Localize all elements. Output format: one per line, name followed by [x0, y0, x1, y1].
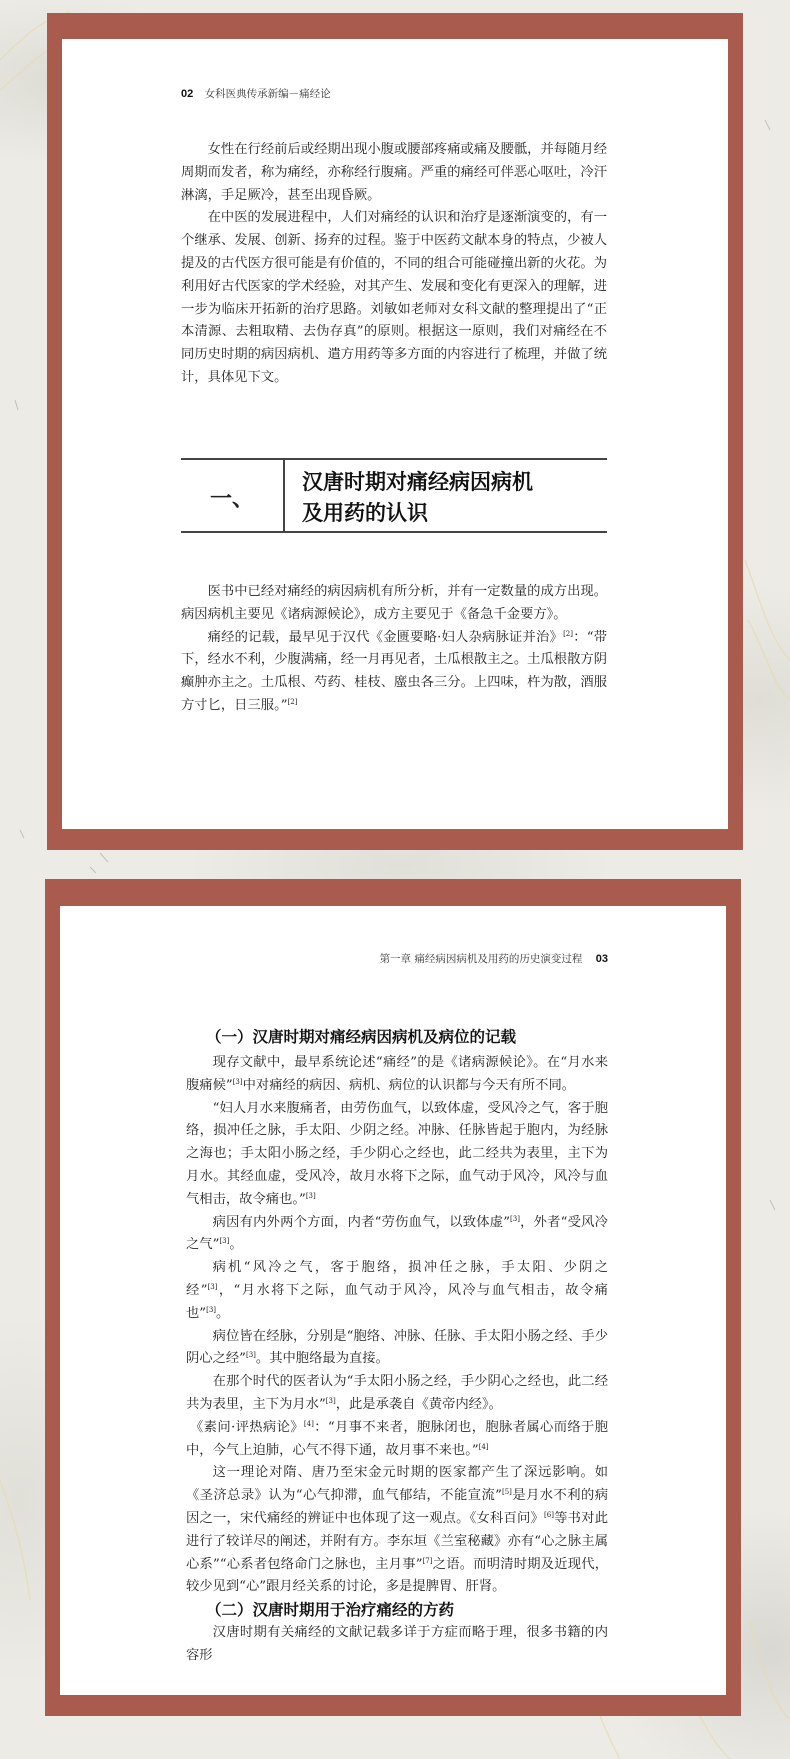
text-run: 病机“风冷之气，客于胞络，损冲任之脉，手太阳、少阴之经” — [186, 1260, 608, 1298]
text-run: 病因有内外两个方面，内者“劳伤血气，以致体虚” — [212, 1214, 511, 1230]
text-run: 等书对此进行了较详尽的阐述，并附有方。李东垣《兰室秘藏》亦有“心之脉主属心系”“心系者包络命门之脉也，主月事” — [186, 1510, 608, 1572]
section-divider — [283, 459, 285, 532]
paragraph — [186, 1052, 608, 1098]
text-run: 之语。而明清时期及近现代，较少见到“心”跟月经关系的讨论，多是提脾胃、肝肾。 — [186, 1556, 608, 1595]
text-run: 在那个时代的医者认为“手太阳小肠之经，手少阴心之经也，此二经共为表里，主下为月水” — [186, 1374, 608, 1412]
citation-marker: [6] — [544, 1510, 554, 1519]
text-run: ，外者“受风冷之气” — [186, 1214, 608, 1253]
citation-marker: [2] — [563, 629, 573, 638]
text-run: 痛经的记载，最早见于汉代《金匮要略·妇人杂病脉证并治》 — [207, 629, 564, 645]
running-head-title: 女科医典传承新编－痛经论 — [204, 88, 331, 100]
paragraph — [186, 1257, 608, 1325]
citation-marker: [3] — [510, 1214, 520, 1223]
citation-marker: [3] — [206, 1305, 217, 1314]
text-run: 。其中胞络最为直接。 — [255, 1351, 389, 1367]
body-text — [186, 1052, 608, 1599]
running-header-left — [181, 86, 331, 101]
paragraph — [186, 1326, 608, 1372]
citation-marker: [5] — [502, 1488, 512, 1497]
text-run: 在中医的发展进程中，人们对痛经的认识和治疗是逐渐演变的，有一个继承、发展、创新、扬弃的过程。鉴于中医药文献本身的特点，少被人提及的古代医方很可能是有价值的，不同的组合可能碰撞出新的火花。为利用好古代医家的学术经验，对其产生、发展和变化有更深入的理解，进一步为临床开拓新的治疗思路。刘敏如老师对女科文献的整理提出了“正本清源、去粗取精、去伪存真”的原则。根据这一原则，我们对痛经在不同历史时期的病因病机、遣方用药等多方面的内容进行了梳理，并做了统计，具体见下文。 — [181, 210, 607, 385]
citation-marker: [3] — [325, 1396, 336, 1405]
citation-marker: [3] — [246, 1351, 256, 1360]
citation-marker: [2] — [287, 697, 298, 706]
paragraph — [181, 139, 607, 207]
section-title-line2: 及用药的认识 — [302, 500, 428, 525]
citation-marker: [7] — [422, 1556, 433, 1565]
text-run: ，“月水将下之际，血气动于风冷，风冷与血气相击，故令痛也” — [186, 1282, 608, 1321]
text-run: 中对痛经的病因、病机、病位的认识都与今天有所不同。 — [242, 1077, 576, 1093]
section-bottom-rule — [181, 531, 607, 533]
text-run: 汉唐时期有关痛经的文献记载多详于方症而略于理，很多书籍的内容形 — [186, 1625, 608, 1663]
text-run: 。 — [216, 1305, 230, 1321]
page-number: 02 — [181, 88, 194, 100]
running-head-title: 第一章 痛经病因病机及用药的历史演变过程 — [379, 953, 583, 965]
text-run: 是月水不利的病因之一，宋代痛经的辨证中也体现了这一观点。《女科百问》 — [186, 1488, 609, 1526]
paragraph — [181, 581, 607, 627]
closing-text — [186, 1622, 608, 1668]
paragraph — [186, 1371, 608, 1417]
section-top-rule — [181, 458, 607, 460]
section-title — [302, 466, 533, 528]
section-number: 一、 — [210, 486, 255, 512]
paragraph — [181, 627, 607, 718]
text-run: 《素问·评热病论》 — [189, 1419, 304, 1435]
citation-marker: [3] — [207, 1282, 218, 1291]
citation-marker: [4] — [478, 1442, 489, 1451]
paragraph — [186, 1098, 608, 1212]
text-run: ，此是承袭自《黄帝内经》。 — [335, 1396, 502, 1412]
running-header-right — [380, 951, 608, 966]
paragraph — [186, 1417, 608, 1463]
page-number: 03 — [595, 953, 608, 965]
paragraph — [186, 1212, 608, 1258]
text-run: ：“带下，经水不利，少腹满痛，经一月再见者，土瓜根散主之。土瓜根散方阴癫肿亦主之。土瓜根、芍药、桂枝、䗪虫各三分。上四味，杵为散，酒服方寸匕，日三服。” — [181, 629, 607, 713]
citation-marker: [4] — [303, 1419, 314, 1428]
text-run: 医书中已经对痛经的病因病机有所分析，并有一定数量的成方出现。病因病机主要见《诸病源候论》，成方主要见于《备急千金要方》。 — [181, 584, 607, 622]
paragraph — [186, 1462, 608, 1599]
citation-marker: [3] — [219, 1237, 230, 1246]
text-run: 这一理论对隋、唐乃至宋金元时期的医家都产生了深远影响。如《圣济总录》认为“心气抑滞，血气郁结，不能宣流” — [186, 1465, 608, 1504]
intro-text — [181, 139, 607, 390]
section-text — [181, 581, 607, 718]
citation-marker: [3] — [305, 1191, 316, 1200]
subheading-2: （二）汉唐时期用于治疗痛经的方药 — [206, 1600, 455, 1619]
paragraph — [186, 1622, 608, 1668]
subheading-1: （一）汉唐时期对痛经病因病机及病位的记载 — [206, 1027, 517, 1046]
text-run: 现存文献中，最早系统论述“痛经”的是《诸病源候论》。在“月水来腹痛候” — [186, 1055, 608, 1093]
text-run: “妇人月水来腹痛者，由劳伤血气，以致体虚，受风冷之气，客于胞络，损冲任之脉，手太阳、少阴之经。冲脉、任脉皆起于胞内，为经脉之海也；手太阳小肠之经，手少阴心之经也，此二经共为表里，主下为月水。其经血虚，受风冷，故月水将下之际，血气动于风冷，风冷与血气相击，故令痛也。” — [186, 1100, 608, 1207]
paragraph — [181, 207, 607, 389]
text-run: 女性在行经前后或经期出现小腹或腰部疼痛或痛及腰骶，并每随月经周期而发者，称为痛经，亦称经行腹痛。严重的痛经可伴恶心呕吐，冷汗淋漓，手足厥冷，甚至出现昏厥。 — [181, 142, 607, 203]
section-title-line1: 汉唐时期对痛经病因病机 — [302, 469, 533, 494]
citation-marker: [3] — [232, 1077, 243, 1086]
text-run: ：“月事不来者，胞脉闭也，胞脉者属心而络于胞中，今气上迫肺，心气不得下通，故月事不来也。” — [186, 1419, 608, 1458]
text-run: 。 — [229, 1237, 243, 1253]
text-run: 病位皆在经脉，分别是“胞络、冲脉、任脉、手太阳小肠之经、手少阴心之经” — [186, 1328, 608, 1367]
